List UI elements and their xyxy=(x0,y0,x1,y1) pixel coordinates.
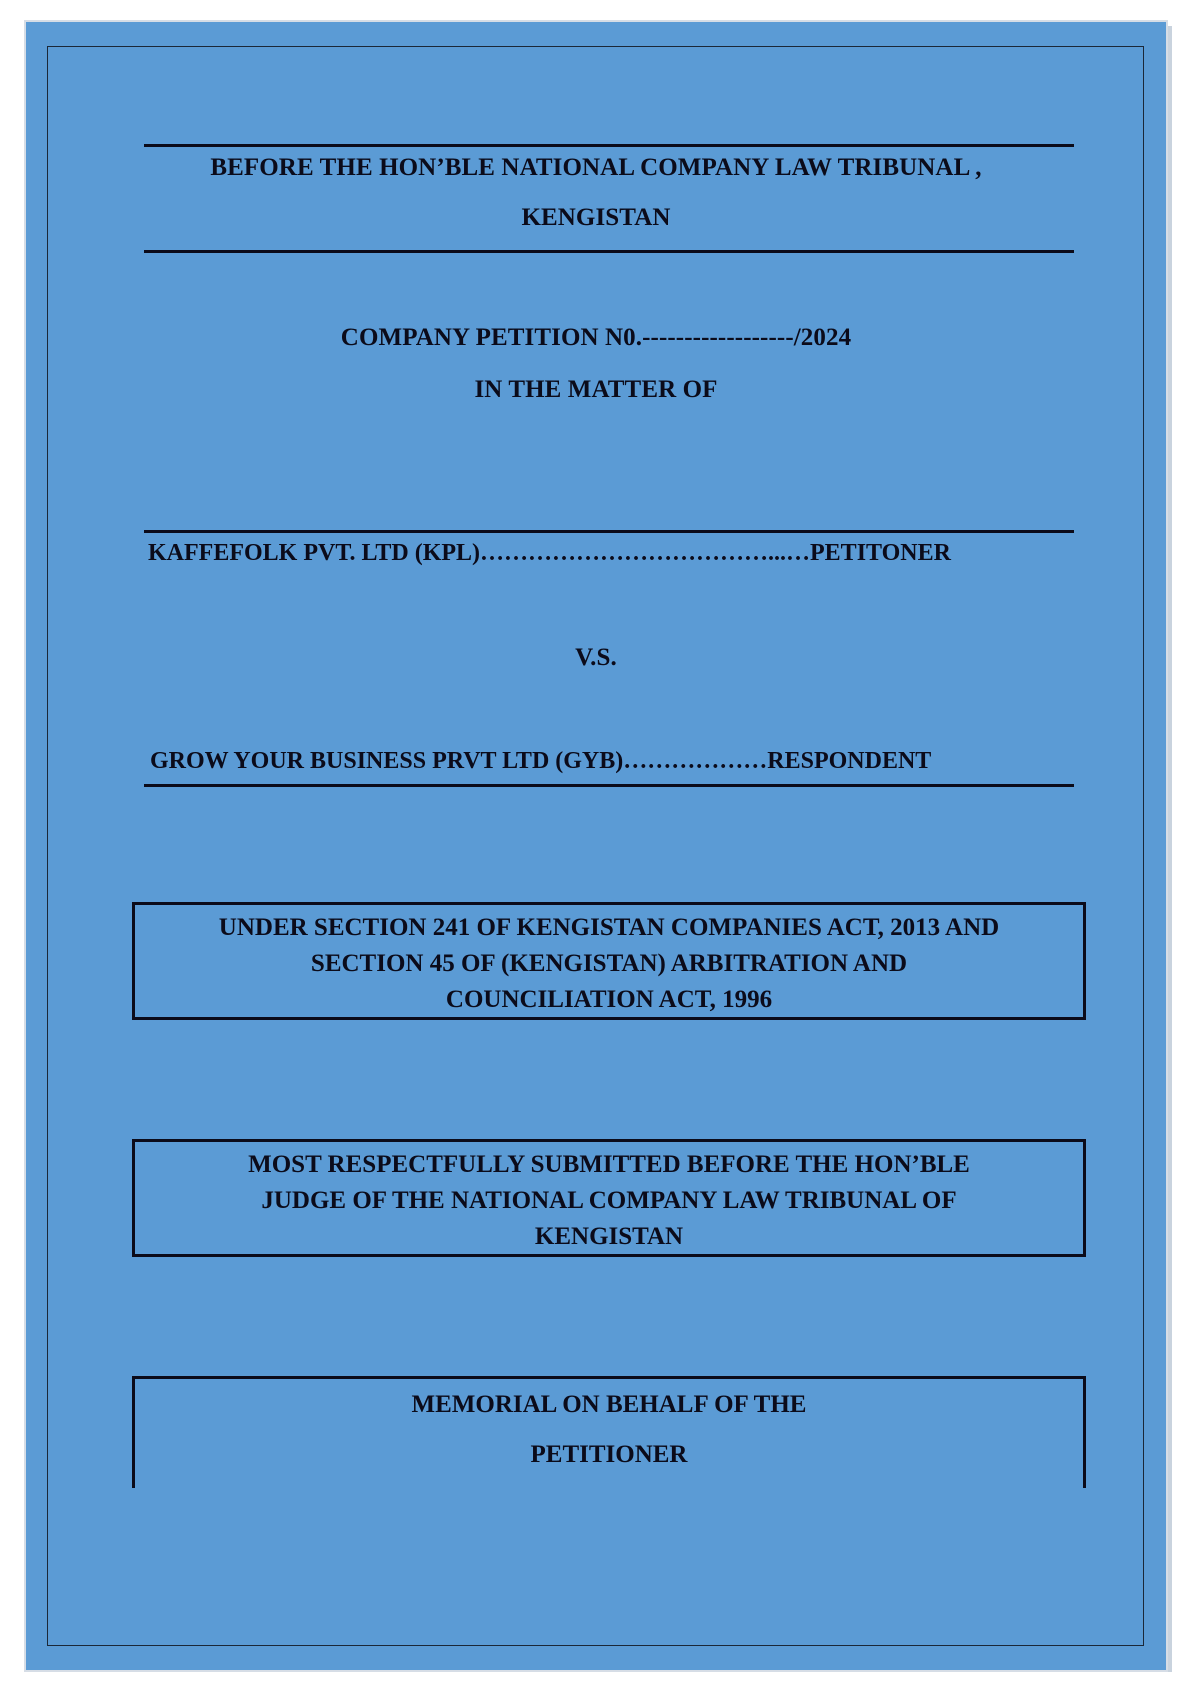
statute-line1: UNDER SECTION 241 OF KENGISTAN COMPANIES ACT, 2013 AND xyxy=(218,914,1000,941)
document-page xyxy=(26,22,1166,1670)
statute-box xyxy=(132,902,1086,1020)
parties-top-rule xyxy=(144,530,1074,533)
memorial-line1: MEMORIAL ON BEHALF OF THE xyxy=(411,1391,807,1418)
memorial-box xyxy=(132,1376,1086,1488)
submission-line3: KENGISTAN xyxy=(534,1223,684,1250)
submission-line1: MOST RESPECTFULLY SUBMITTED BEFORE THE HON’BLE xyxy=(248,1151,970,1178)
header-bottom-rule xyxy=(144,250,1074,253)
statute-line3: COUNCILIATION ACT, 1996 xyxy=(445,986,773,1013)
versus-label: V.S. xyxy=(575,644,617,671)
submission-line2: JUDGE OF THE NATIONAL COMPANY LAW TRIBUNAL OF xyxy=(261,1187,957,1214)
submission-box xyxy=(132,1139,1086,1257)
respondent-line: GROW YOUR BUSINESS PRVT LTD (GYB)………………RESPONDENT xyxy=(150,748,932,774)
petitioner-line: KAFFEFOLK PVT. LTD (KPL)………………………………...…PETITONER xyxy=(148,540,951,566)
tribunal-title-line2: KENGISTAN xyxy=(521,204,671,231)
statute-line2: SECTION 45 OF (KENGISTAN) ARBITRATION AND xyxy=(310,950,908,977)
header-top-rule xyxy=(144,144,1074,147)
tribunal-title-line1: BEFORE THE HON’BLE NATIONAL COMPANY LAW TRIBUNAL , xyxy=(210,154,982,181)
petition-number: COMPANY PETITION N0.------------------/2024 xyxy=(340,324,852,351)
memorial-line2: PETITIONER xyxy=(530,1441,688,1468)
parties-bottom-rule xyxy=(144,784,1074,787)
matter-heading: IN THE MATTER OF xyxy=(474,376,718,403)
